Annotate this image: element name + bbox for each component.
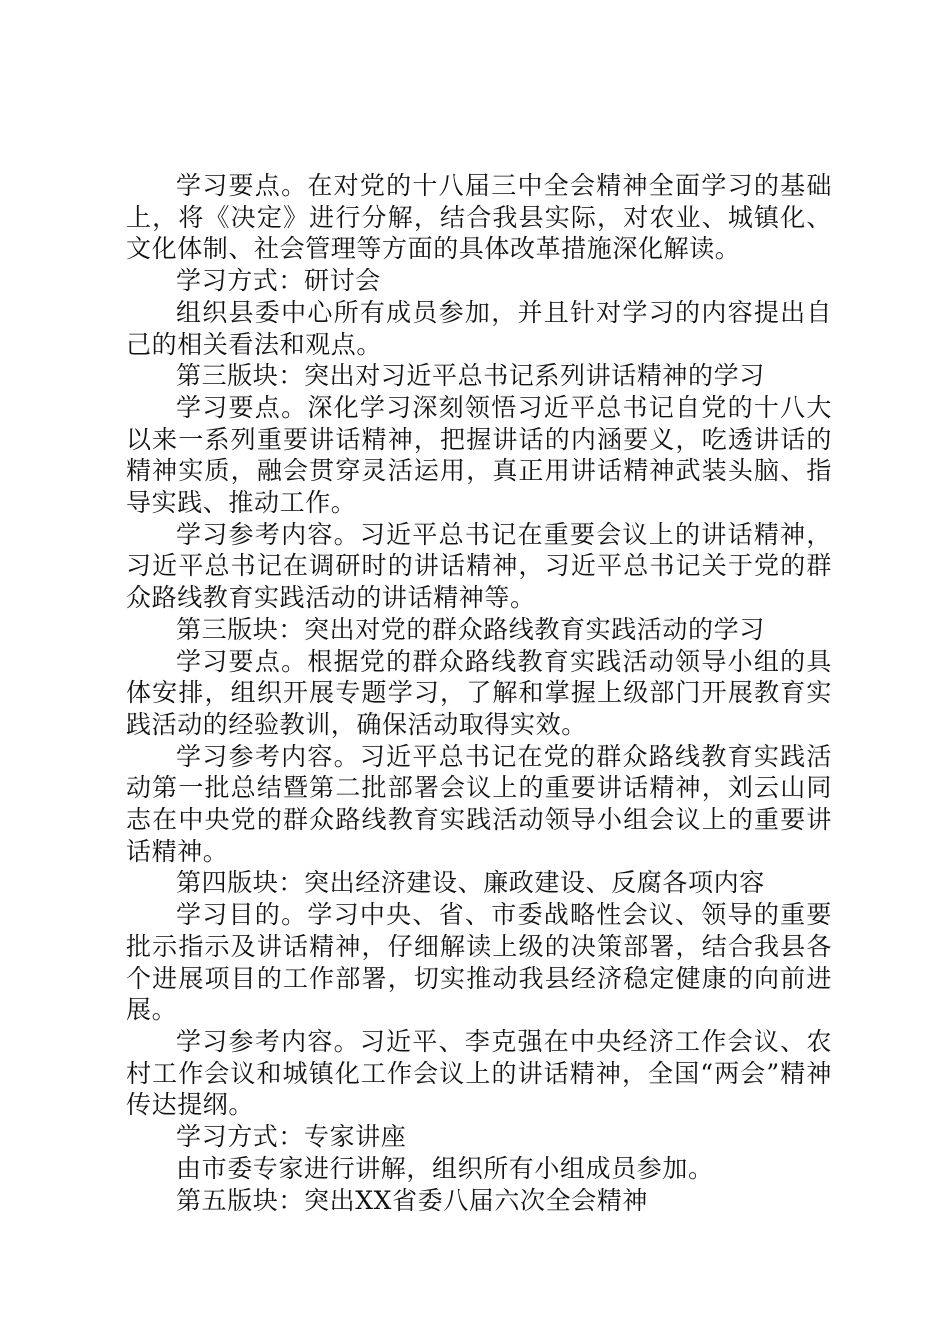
paragraph-study-points-decision: 学习要点。在对党的十八届三中全会精神全面学习的基础上，将《决定》进行分解，结合我县实际，对农业、城镇化、文化体制、社会管理等方面的具体改革措施深化解读。 bbox=[126, 171, 832, 264]
paragraph-reference-speeches: 学习参考内容。习近平总书记在重要会议上的讲话精神，习近平总书记在调研时的讲话精神，习近平总书记关于党的群众路线教育实践活动的讲话精神等。 bbox=[126, 519, 832, 613]
paragraph-reference-economy: 学习参考内容。习近平、李克强在中央经济工作会议、农村工作会议和城镇化工作会议上的讲话精神，全国“两会”精神传达提纲。 bbox=[126, 1026, 832, 1120]
document-body bbox=[126, 170, 832, 1216]
paragraph-study-points-mass-line: 学习要点。根据党的群众路线教育实践活动领导小组的具体安排，组织开展专题学习，了解和掌握上级部门开展教育实践活动的经验教训，确保活动取得实效。 bbox=[126, 646, 832, 739]
paragraph-organize-center-members: 组织县委中心所有成员参加，并且针对学习的内容提出自己的相关看法和观点。 bbox=[126, 297, 832, 359]
section-heading-fifth-plenary: 第五版块：突出XX省委八届六次全会精神 bbox=[176, 1185, 648, 1215]
paragraph-study-points-speeches: 学习要点。深化学习深刻领悟习近平总书记自党的十八大以来一系列重要讲话精神，把握讲话的内涵要义，吃透讲话的精神实质，融会贯穿灵活运用，真正用讲话精神武装头脑、指导实践、推动工作。 bbox=[126, 392, 832, 518]
paragraph-reference-mass-line: 学习参考内容。习近平总书记在党的群众路线教育实践活动第一批总结暨第二批部署会议上的重要讲话精神，刘云山同志在中央党的群众路线教育实践活动领导小组会议上的重要讲话精神。 bbox=[126, 741, 832, 866]
paragraph-organize-group-members: 由市委专家进行讲解，组织所有小组成员参加。 bbox=[176, 1153, 714, 1183]
paragraph-study-purpose: 学习目的。学习中央、省、市委战略性会议、领导的重要批示指示及讲话精神，仔细解读上级的决策部署，结合我县各个进展项目的工作部署，切实推动我县经济稳定健康的向前进展。 bbox=[126, 900, 832, 1025]
section-heading-fourth-economy: 第四版块：突出经济建设、廉政建设、反腐各项内容 bbox=[176, 868, 765, 898]
paragraph-method-expert-lecture: 学习方式：专家讲座 bbox=[176, 1122, 407, 1152]
section-heading-third-mass-line: 第三版块：突出对党的群众路线教育实践活动的学习 bbox=[176, 614, 765, 644]
paragraph-method-seminar: 学习方式：研讨会 bbox=[176, 266, 381, 296]
section-heading-third-speeches: 第三版块：突出对习近平总书记系列讲话精神的学习 bbox=[176, 361, 765, 391]
